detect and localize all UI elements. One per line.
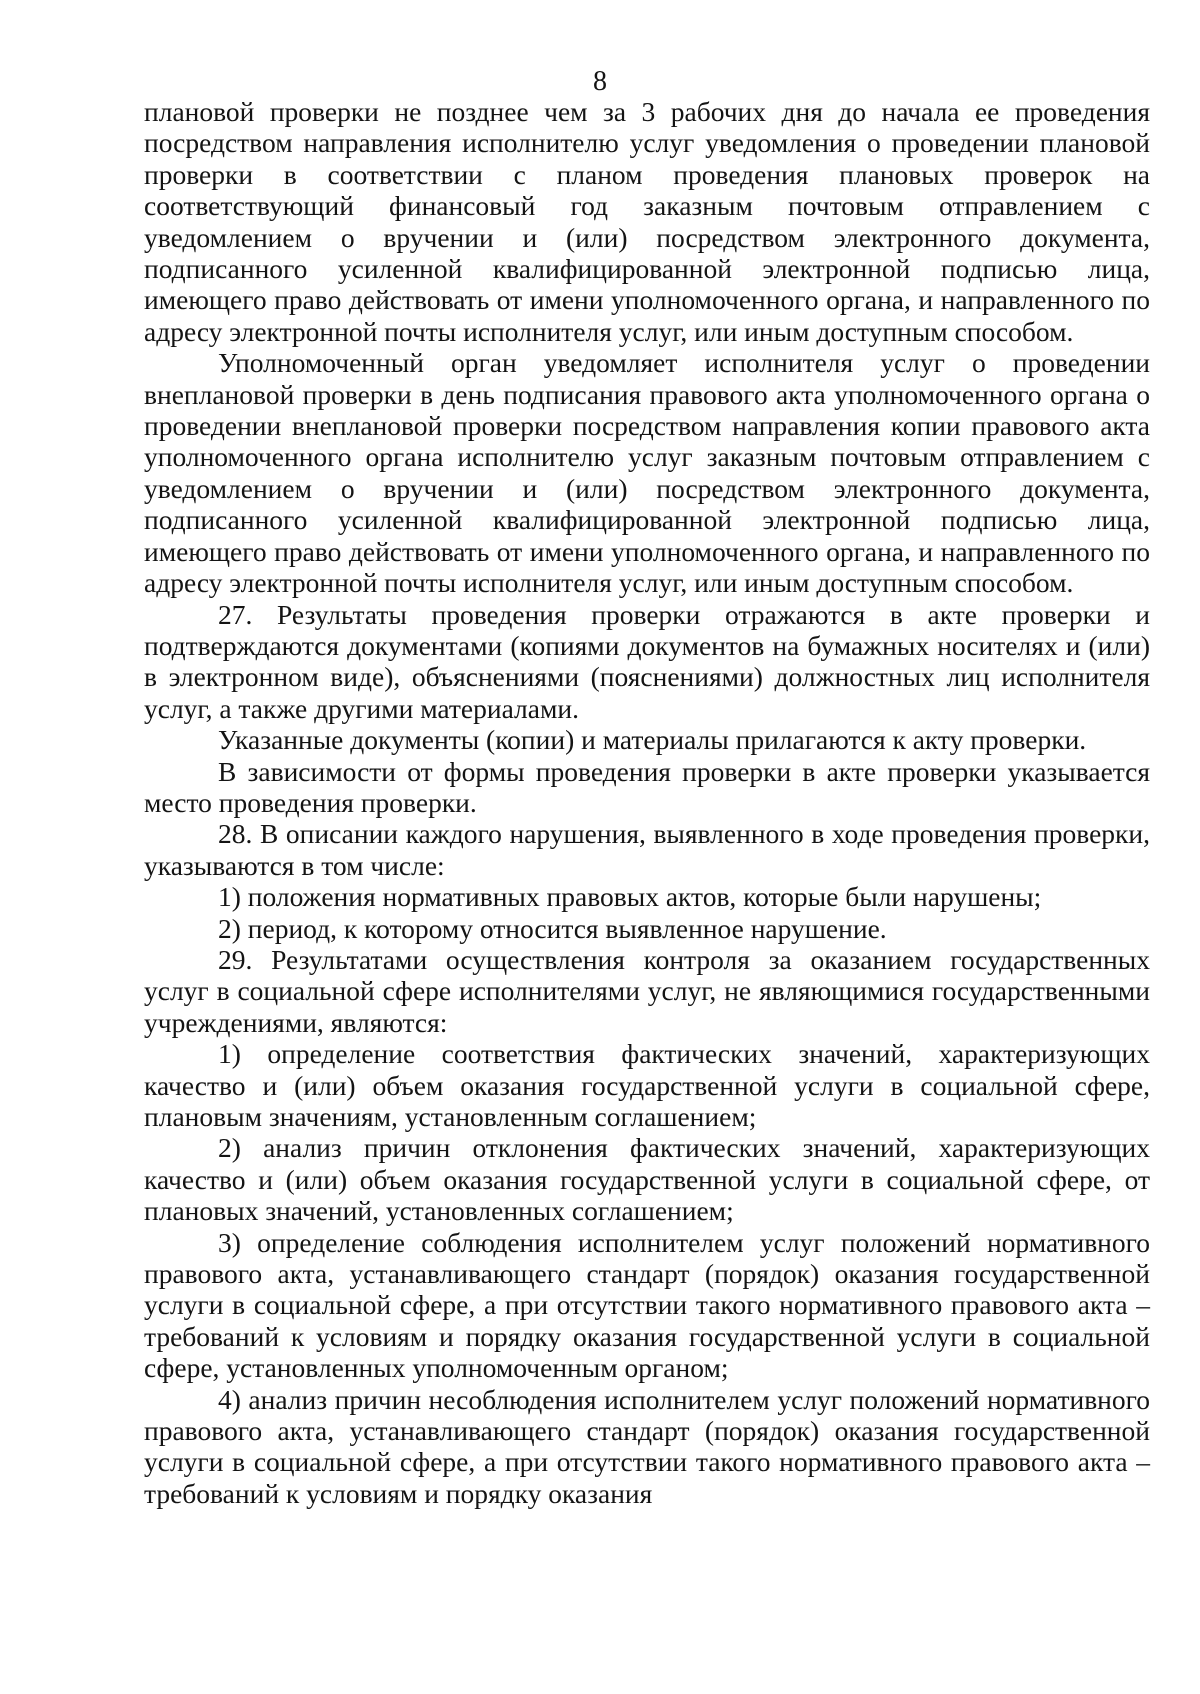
paragraph-inspection-location: В зависимости от формы проведения проверки в акте проверки указывается место проведения проверки. bbox=[144, 755, 1150, 818]
paragraph-item-27: 27. Результаты проведения проверки отражаются в акте проверки и подтверждаются документами (копиями документов на бумажных носителях и (или) в электронном виде), объяснениями (пояснениями) должностных лиц исполнителя услуг, а также другими материалами. bbox=[144, 598, 1150, 724]
paragraph-continuation: плановой проверки не позднее чем за 3 рабочих дня до начала ее проведения посредством направления исполнителю услуг уведомления о проведении плановой проверки в соответствии с планом проведения плановых проверок на соответствующий финансовый год заказным почтовым отправлением с уведомлением о вручении и (или) посредством электронного документа, подписанного усиленной квалифицированной электронной подписью лица, имеющего право действовать от имени уполномоченного органа, и направленного по адресу электронной почты исполнителя услуг, или иным доступным способом. bbox=[144, 96, 1150, 347]
list-item-28-2: 2) период, к которому относится выявленное нарушение. bbox=[218, 912, 887, 944]
list-item-29-3: 3) определение соблюдения исполнителем услуг положений нормативного правового акта, устанавливающего стандарт (порядок) оказания государственной услуги в социальной сфере, а при отсутствии такого нормативного правового акта – требований к условиям и порядку оказания государственной услуги в социальной сфере, установленных уполномоченным органом; bbox=[144, 1226, 1150, 1384]
paragraph-item-29: 29. Результатами осуществления контроля за оказанием государственных услуг в социальной сфере исполнителями услуг, не являющимися государственными учреждениями, являются: bbox=[144, 943, 1150, 1038]
list-item-29-1: 1) определение соответствия фактических значений, характеризующих качество и (или) объем оказания государственной услуги в социальной сфере, плановым значениям, установленным соглашением; bbox=[144, 1038, 1150, 1132]
list-item-29-2: 2) анализ причин отклонения фактических значений, характеризующих качество и (или) объем оказания государственной услуги в социальной сфере, от плановых значений, установленных соглашением; bbox=[144, 1132, 1150, 1227]
paragraph-unplanned-inspection-notice: Уполномоченный орган уведомляет исполнителя услуг о проведении внеплановой проверки в день подписания правового акта уполномоченного органа о проведении внеплановой проверки посредством направления копии правового акта уполномоченного органа исполнителю услуг заказным почтовым отправлением с уведомлением о вручении и (или) посредством электронного документа, подписанного усиленной квалифицированной электронной подписью лица, имеющего право действовать от имени уполномоченного органа, и направленного по адресу электронной почты исполнителя услуг, или иным доступным способом. bbox=[144, 347, 1150, 599]
list-item-29-4: 4) анализ причин несоблюдения исполнителем услуг положений нормативного правового акта, устанавливающего стандарт (порядок) оказания государственной услуги в социальной сфере, а при отсутствии такого нормативного правового акта – требований к условиям и порядку оказания bbox=[144, 1383, 1150, 1509]
document-body bbox=[144, 96, 1150, 1509]
list-item-28-1: 1) положения нормативных правовых актов, которые были нарушены; bbox=[218, 881, 1042, 913]
page-number: 8 bbox=[593, 66, 607, 97]
paragraph-item-28: 28. В описании каждого нарушения, выявленного в ходе проведения проверки, указываются в том числе: bbox=[144, 818, 1150, 881]
paragraph-attached-documents: Указанные документы (копии) и материалы прилагаются к акту проверки. bbox=[218, 724, 1087, 756]
